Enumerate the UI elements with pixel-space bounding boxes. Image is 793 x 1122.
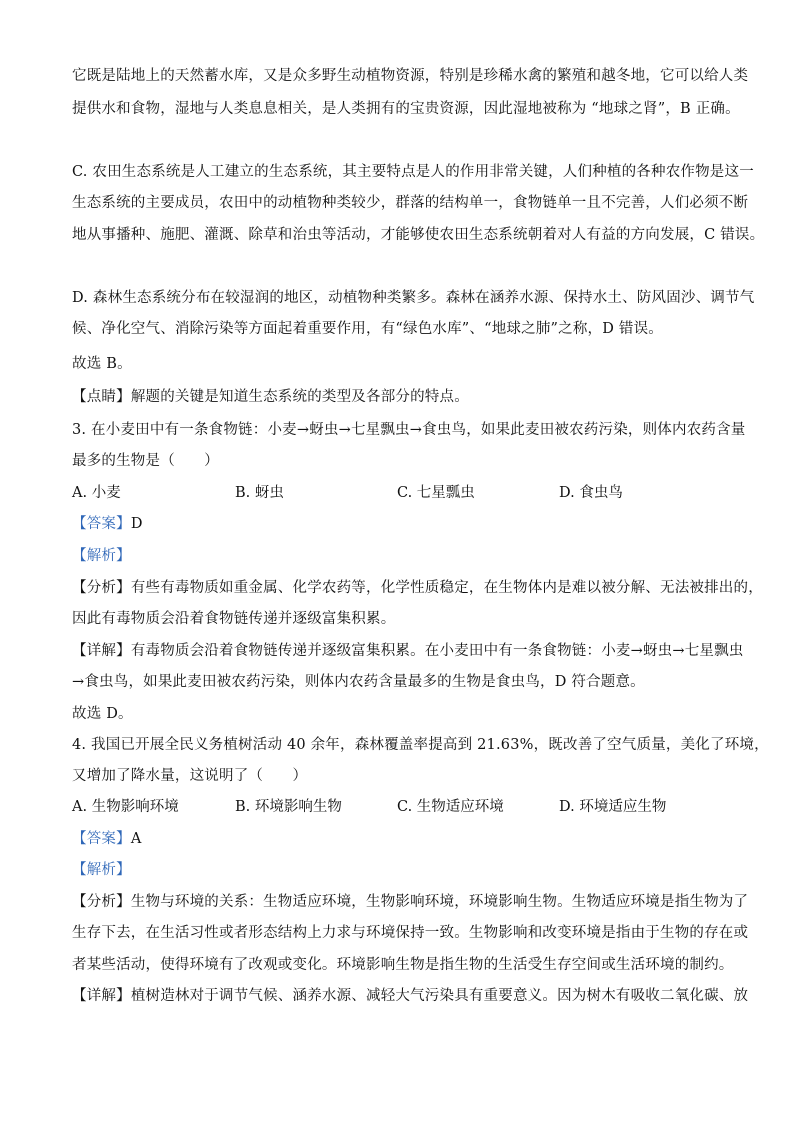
q4-answer-value: A — [130, 831, 142, 847]
paragraph-b-line-1: 它既是陆地上的天然蓄水库，又是众多野生动植物资源，特别是珍稀水禽的繁殖和越冬地，它可以给人类 — [72, 68, 749, 84]
q4-stem-line-1: 4. 我国已开展全民义务植树活动 40 余年，森林覆盖率提高到 21.63%，既改善了空气质量，美化了环境， — [72, 737, 769, 753]
choose-b: 故选 B。 — [72, 356, 132, 372]
q4-xiangjie-line-1 — [72, 986, 749, 1006]
q3-stem-line-1: 3. 在小麦田中有一条食物链：小麦→蚜虫→七星飘虫→食虫鸟，如果此麦田被农药污染，则体内农药含量 — [72, 422, 746, 438]
q3-fenxi-line-1 — [72, 578, 763, 598]
q3-fenxi-tag: 【分析】 — [72, 580, 131, 596]
q4-answer-tag: 【答案】 — [72, 831, 131, 847]
dianjing-line — [72, 387, 722, 407]
q3-xiangjie-text-1: 有毒物质会沿着食物链传递并逐级富集积累。在小麦田中有一条食物链：小麦→蚜虫→七星飘虫 — [130, 643, 744, 659]
q4-answer-line — [72, 829, 722, 849]
q4-fenxi-tag: 【分析】 — [72, 894, 131, 910]
q4-xiangjie-tag: 【详解】 — [72, 988, 131, 1004]
q3-option-b: B. 蚜虫 — [235, 485, 284, 501]
paragraph-d-line-1: D. 森林生态系统分布在较湿润的地区，动植物种类繁多。森林在涵养水源、保持水土、防风固沙、调节气 — [72, 290, 755, 306]
q3-stem-line-2: 最多的生物是（ ） — [72, 453, 219, 469]
q3-option-d: D. 食虫鸟 — [559, 485, 623, 501]
q4-option-a: A. 生物影响环境 — [72, 799, 179, 815]
q4-xiangjie-text-1: 植树造林对于调节气候、涵养水源、减轻大气污染具有重要意义。因为树木有吸收二氧化碳、放 — [130, 988, 749, 1004]
paragraph-c-line-3: 地从事播种、施肥、灌溉、除草和治虫等活动，才能够使农田生态系统朝着对人有益的方向发展，C 错误。 — [72, 227, 765, 243]
q4-option-c: C. 生物适应环境 — [397, 799, 504, 815]
q3-xiangjie-line-2: →食虫鸟，如果此麦田被农药污染，则体内农药含量最多的生物是食虫鸟，D 符合题意。 — [72, 674, 645, 690]
q3-answer-value: D — [130, 516, 143, 532]
paragraph-d-line-2: 候、净化空气、消除污染等方面起着重要作用，有“绿色水库”、“地球之肺”之称，D 错误。 — [72, 321, 663, 337]
q3-fenxi-line-2: 因此有毒物质会沿着食物链传递并逐级富集积累。 — [72, 611, 396, 627]
q3-xiangjie-tag: 【详解】 — [72, 643, 131, 659]
paragraph-b-line-2: 提供水和食物，湿地与人类息息相关，是人类拥有的宝贵资源，因此湿地被称为 “地球之肾”，B 正确。 — [72, 101, 740, 117]
dianjing-tag: 【点睛】 — [72, 389, 131, 405]
q4-fenxi-line-3: 者某些活动，使得环境有了改观或变化。环境影响生物是指生物的生活受生存空间或生活环境的制约。 — [72, 957, 734, 973]
q3-answer-tag: 【答案】 — [72, 516, 131, 532]
q3-answer-line — [72, 514, 722, 534]
q4-fenxi-line-1 — [72, 892, 749, 912]
q3-fenxi-text-1: 有些有毒物质如重金属、化学农药等，化学性质稳定，在生物体内是难以被分解、无法被排出的， — [130, 580, 763, 596]
q4-option-b: B. 环境影响生物 — [235, 799, 342, 815]
paragraph-c-line-1: C. 农田生态系统是人工建立的生态系统，其主要特点是人的作用非常关键，人们种植的各种农作物是这一 — [72, 164, 754, 180]
q3-option-a: A. 小麦 — [72, 485, 121, 501]
dianjing-text: 解题的关键是知道生态系统的类型及各部分的特点。 — [130, 389, 469, 405]
q4-jiexi-tag: 【解析】 — [72, 862, 131, 878]
q4-stem-line-2: 又增加了降水量，这说明了（ ） — [72, 768, 308, 784]
q3-option-c: C. 七星瓢虫 — [397, 485, 475, 501]
q3-xiangjie-line-1 — [72, 641, 744, 661]
q4-fenxi-text-1: 生物与环境的关系：生物适应环境，生物影响环境，环境影响生物。生物适应环境是指生物为了 — [130, 894, 749, 910]
q3-jiexi-tag: 【解析】 — [72, 548, 131, 564]
q4-option-d: D. 环境适应生物 — [559, 799, 667, 815]
q4-fenxi-line-2: 生存下去，在生活习性或者形态结构上力求与环境保持一致。生物影响和改变环境是指由于生物的存在或 — [72, 925, 749, 941]
paragraph-c-line-2: 生态系统的主要成员，农田中的动植物种类较少，群落的结构单一，食物链单一且不完善，人们必须不断 — [72, 195, 749, 211]
q3-choose: 故选 D。 — [72, 706, 133, 722]
